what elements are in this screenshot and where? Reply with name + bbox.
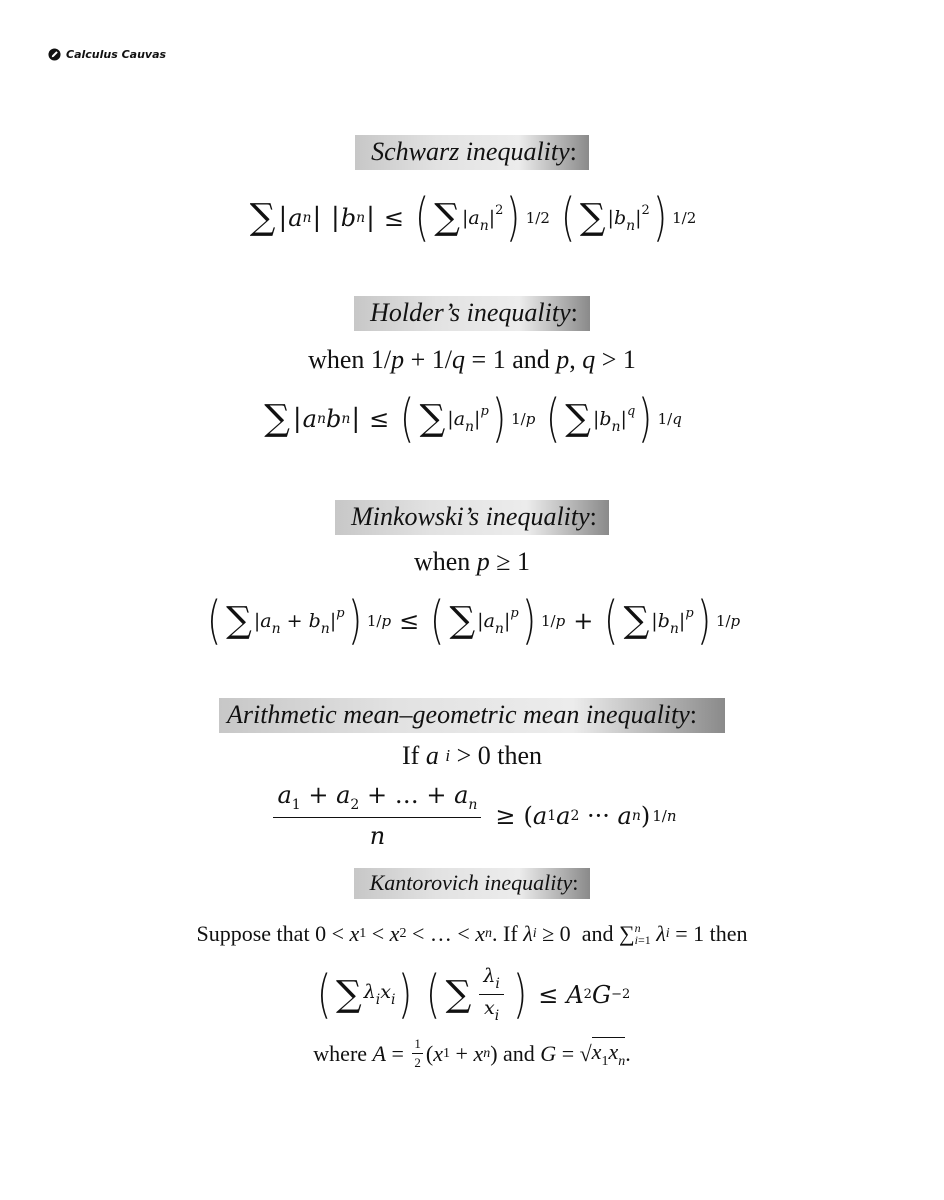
section-heading: Holder’s inequality: [354, 296, 590, 331]
kantorovich-formula: ( ∑ $\lambda_ix_i$ ) ( ∑ $\frac{\lambda_i}{x_i}$ ) ≤ A 2 G −2 [316, 964, 631, 1025]
brand-logo [48, 48, 166, 61]
am-gm-condition: If a i > 0 then [402, 741, 542, 770]
schwarz-formula: ∑ | a n | | b n | ≤ ( ∑ $|a_n|^2$ ) 1/2 ( ∑ $|b_n|^2$ ) 1/2 [249, 188, 697, 248]
minkowski-condition: when p ≥ 1 [413, 547, 531, 576]
brand-name: Calculus Cauvas [66, 48, 167, 61]
section-heading: Schwarz inequality: [355, 135, 589, 170]
section-heading: Arithmetic mean–geometric mean inequality: [219, 698, 725, 733]
section-heading: Kantorovich inequality: [354, 868, 591, 899]
section-holder [0, 296, 944, 449]
minkowski-formula: ( ∑ $|a_n + b_n|^p$ ) 1/p ≤ ( ∑ $|a_n|^p$ ) 1/p + ( ∑ $|b_n|^p$ ) 1/p [206, 591, 741, 651]
am-gm-formula: $\frac{a_1 + a_2 + \dots + a_n}{n}$ ≥ ( a 1 a 2 ··· a n ) 1/n [0, 781, 944, 850]
kantorovich-sentence: Suppose that 0 < x 1 < x 2 < … < x n . If λ i ≥ 0 and ∑ n i=1 λ i = 1 then [196, 921, 748, 947]
pencil-badge-icon [48, 48, 61, 61]
section-kantorovich [0, 868, 944, 1071]
holder-formula: ∑ | a n b n | ≤ ( ∑ $|a_n|^p$ ) 1/p ( ∑ $|b_n|^q$ ) 1/q [264, 389, 682, 449]
kantorovich-definitions: where A = $\frac{1}{2}$ ( x 1 + x n ) and G = √ $x_1x_n$ . [313, 1036, 631, 1070]
section-am-gm [0, 698, 944, 850]
section-schwarz [0, 135, 944, 248]
section-minkowski [0, 500, 944, 651]
section-heading: Minkowski’s inequality: [335, 500, 609, 535]
holder-condition: when 1/ p + 1/ q = 1 and p , q > 1 [308, 345, 636, 374]
